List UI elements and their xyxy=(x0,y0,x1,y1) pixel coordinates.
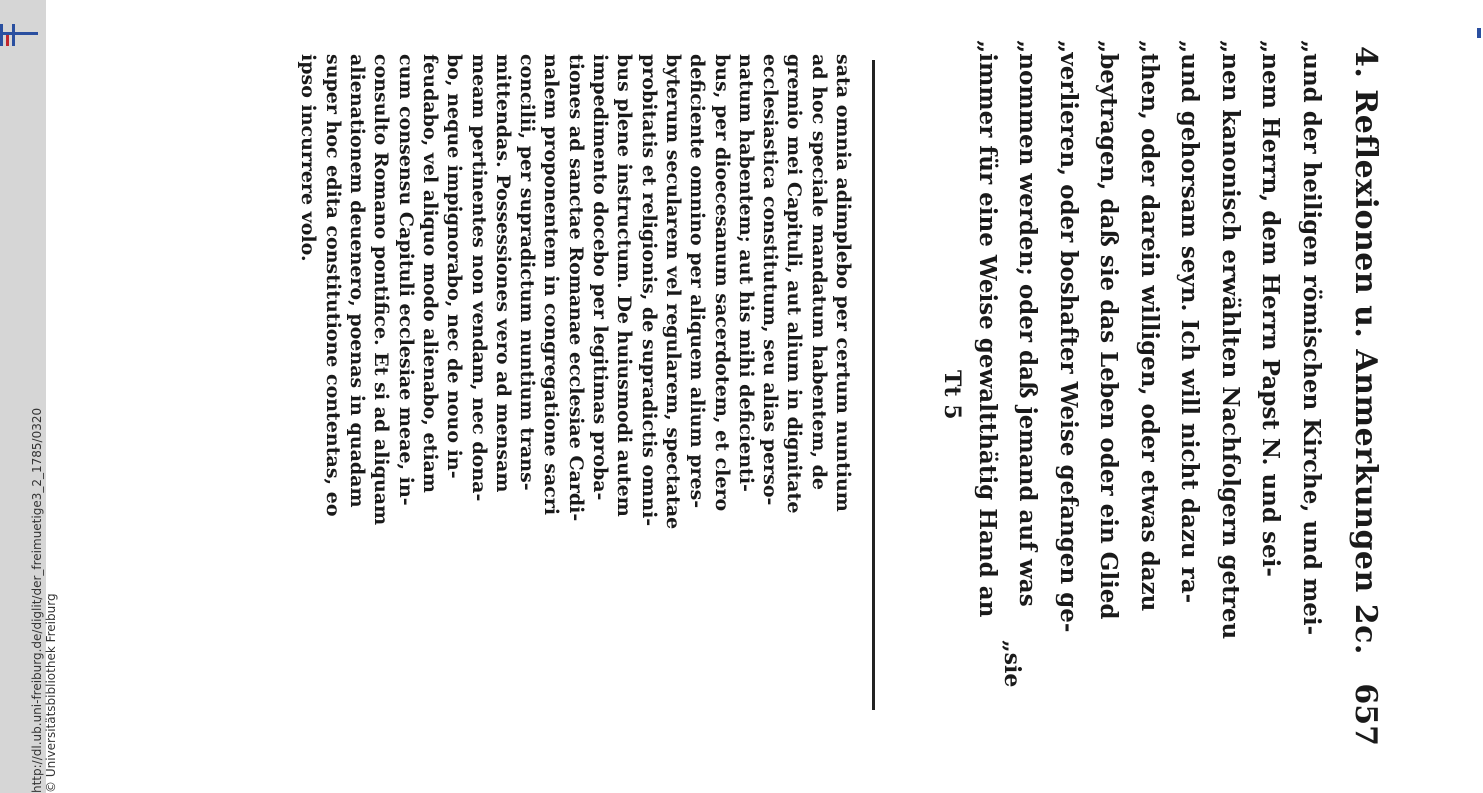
german-text-line: „nommen werden; oder daß jemand auf was xyxy=(1014,40,1042,607)
german-text-block xyxy=(967,40,1332,730)
latin-text-line: cum consensu Capituli ecclesiae meae, in- xyxy=(394,54,417,506)
german-text-line: „verlieren, oder boshafter Weise gefangen ge- xyxy=(1055,40,1082,633)
latin-text-line: ad hoc speciale mandatum habentem, de xyxy=(807,54,830,490)
page-header xyxy=(1343,46,1383,746)
sidebar-strip xyxy=(0,0,58,793)
latin-text-line: consulto Romano pontifice. Et si ad aliquam xyxy=(370,54,393,526)
german-text-line: „und der heiligen römischen Kirche, und mei- xyxy=(1298,40,1325,636)
latin-text-line: probitatis et religionis, de supradictis omni- xyxy=(637,54,660,527)
latin-text-line: meam pertinentes non vendam, nec dona- xyxy=(467,54,490,502)
catchword: „sie xyxy=(999,640,1025,688)
right-edge-marker xyxy=(1477,28,1481,38)
latin-text-line: nalem proponentem in congregatione sacri xyxy=(540,54,563,516)
latin-text-line: feudabo, vel aliquo modo alienabo, etiam xyxy=(418,54,441,493)
latin-text-line: concilii, per supradictum nuntium trans- xyxy=(516,54,539,491)
latin-text-line: alienationem deuenero, poenas in quadam xyxy=(346,54,369,508)
latin-text-line: ipso incurrere volo. xyxy=(297,54,320,262)
sidebar-caption xyxy=(30,408,58,793)
right-edge xyxy=(1475,0,1483,793)
latin-text-line: mittendas. Possessiones vero ad mensam xyxy=(491,54,514,493)
latin-text-line: ecclesiastica constitutum, seu alias perso- xyxy=(759,54,782,506)
latin-text-line: super hoc edita constitutione contentas, eo xyxy=(321,54,344,517)
latin-text-line: bus, per dioecesanum sacerdotem, et clero xyxy=(710,54,733,512)
library-logo-icon xyxy=(0,22,40,48)
copyright-notice: © Universitätsbibliothek Freiburg xyxy=(44,593,58,793)
latin-text-line: bo, neque impignorabo, nec de nouo in- xyxy=(443,54,466,479)
latin-text-line: tiones ad sanctae Romanae ecclesiae Cardi- xyxy=(564,54,587,522)
german-text-line: „nen kanonisch erwählten Nachfolgern getreu xyxy=(1217,40,1244,640)
german-text-line: „und gehorsam seyn. Ich will nicht dazu ra- xyxy=(1176,40,1204,604)
source-url[interactable]: http://dl.ub.uni-freiburg.de/diglit/der_freimuetige3_2_1785/0320 xyxy=(30,407,44,793)
horizontal-rule xyxy=(872,60,875,710)
latin-text-block xyxy=(296,54,855,734)
signature-mark: Tt 5 xyxy=(939,370,965,420)
latin-text-line: gremio mei Capituli, aut alium in dignitate xyxy=(783,54,806,514)
german-text-line: „immer für eine Weise gewaltthätig Hand an xyxy=(974,40,1001,618)
german-text-line: „beytragen, daß sie das Leben oder ein Glied xyxy=(1095,40,1123,620)
latin-text-line: impedimento docebo per legitimas proba- xyxy=(589,54,612,501)
latin-text-line: bus plene instructum. De huiusmodi autem xyxy=(613,54,636,517)
german-text-line: „then, oder darein willigen, oder etwas dazu xyxy=(1136,40,1163,612)
page-number: 657 xyxy=(1348,683,1383,746)
latin-text-line: natum habentem; aut his mihi deficienti- xyxy=(734,54,757,492)
scanned-page xyxy=(145,40,1395,760)
latin-text-line: deficiente omnino per aliquem alium pres- xyxy=(686,54,709,509)
latin-text-line: byterum secularem vel regularem, spectatae xyxy=(661,54,684,530)
german-text-line: „nem Herrn, dem Herrn Papst N. und sei- xyxy=(1257,40,1285,577)
running-title: 4. Reflexionen u. Anmerkungen 2c. xyxy=(1348,46,1383,655)
latin-text-line: sata omnia adimplebo per certum nuntium xyxy=(832,54,854,512)
